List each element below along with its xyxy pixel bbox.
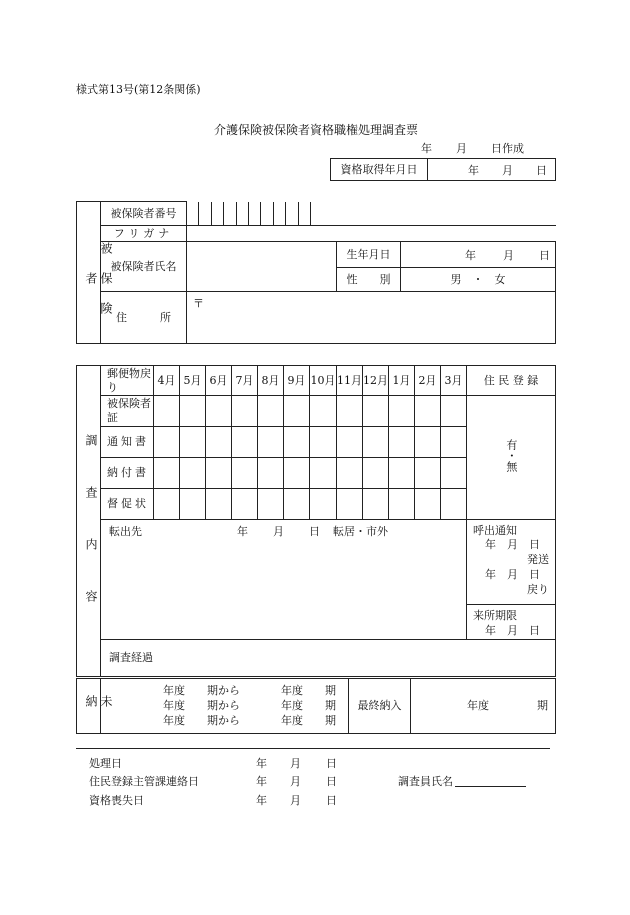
grid-cell[interactable] (415, 489, 441, 520)
grid-cell[interactable] (284, 458, 310, 489)
footer-divider (76, 748, 550, 749)
month-header: 2月 (415, 366, 441, 396)
birthdate-label: 生年月日 (337, 242, 401, 268)
residence-registration-value[interactable]: 有・無 (467, 396, 556, 520)
insured-section-label: 被保険者 (77, 202, 101, 344)
grid-cell[interactable] (389, 396, 415, 427)
grid-cell[interactable] (232, 458, 258, 489)
insured-name-label: 被保険者氏名 (101, 242, 187, 292)
moved-type: 転居・市外 (333, 525, 388, 538)
grid-cell[interactable] (154, 396, 180, 427)
grid-cell[interactable] (154, 427, 180, 458)
moved-month: 月 (273, 525, 284, 538)
creation-day: 日作成 (491, 142, 524, 155)
processing-month: 月 (290, 757, 301, 770)
grid-cell[interactable] (258, 396, 284, 427)
grid-cell[interactable] (441, 458, 467, 489)
insured-number-label: 被保険者番号 (101, 202, 187, 226)
month-header: 9月 (284, 366, 310, 396)
unpaid-periods-field[interactable] (101, 679, 349, 734)
grid-cell[interactable] (363, 427, 389, 458)
grid-cell[interactable] (180, 489, 206, 520)
birth-month: 月 (503, 249, 514, 262)
month-header: 6月 (206, 366, 232, 396)
unpaid-to: 年度 期 (281, 684, 336, 697)
survey-table (76, 365, 556, 677)
sent-label: 発送 (527, 553, 549, 566)
survey-progress-field[interactable] (101, 640, 556, 677)
grid-cell[interactable] (180, 396, 206, 427)
grid-cell[interactable] (441, 489, 467, 520)
month-header: 11月 (337, 366, 363, 396)
final-payment-term: 期 (537, 699, 548, 712)
gender-options[interactable]: 男 ・ 女 (401, 268, 556, 292)
processing-day: 日 (326, 757, 337, 770)
month-header: 10月 (310, 366, 337, 396)
qualification-date-value[interactable] (428, 159, 556, 181)
survey-row-label: 通知書 (101, 427, 154, 458)
unpaid-table (76, 678, 556, 734)
residence-registration-label: 住 民 登 録 (467, 366, 556, 396)
qualification-year: 年 (468, 164, 479, 177)
investigator-name-field[interactable] (455, 786, 526, 787)
unpaid-section-label: 未納 (77, 679, 101, 734)
month-header: 12月 (363, 366, 389, 396)
processing-year: 年 (256, 757, 267, 770)
grid-cell[interactable] (284, 396, 310, 427)
qualification-date-label: 資格取得年月日 (331, 159, 428, 181)
contact-month: 月 (290, 775, 301, 788)
address-field[interactable] (187, 292, 556, 344)
gender-label: 性 別 (337, 268, 401, 292)
contact-year: 年 (256, 775, 267, 788)
unpaid-to: 年度 期 (281, 699, 336, 712)
grid-cell[interactable] (232, 427, 258, 458)
grid-cell[interactable] (415, 396, 441, 427)
grid-cell[interactable] (258, 489, 284, 520)
grid-cell[interactable] (154, 458, 180, 489)
grid-cell[interactable] (363, 458, 389, 489)
grid-cell[interactable] (310, 427, 337, 458)
grid-cell[interactable] (206, 458, 232, 489)
survey-section-label: 調査内容 (77, 366, 101, 677)
grid-cell[interactable] (284, 489, 310, 520)
investigator-label: 調査員氏名 (398, 775, 453, 788)
grid-cell[interactable] (206, 489, 232, 520)
grid-cell[interactable] (337, 458, 363, 489)
grid-cell[interactable] (441, 396, 467, 427)
grid-cell[interactable] (363, 396, 389, 427)
grid-cell[interactable] (232, 489, 258, 520)
furigana-field[interactable] (187, 226, 556, 242)
grid-cell[interactable] (206, 427, 232, 458)
grid-cell[interactable] (337, 396, 363, 427)
call-date-sent: 年 月 日 (485, 538, 540, 551)
qualification-day: 日 (536, 164, 547, 177)
month-header: 4月 (154, 366, 180, 396)
grid-cell[interactable] (206, 396, 232, 427)
survey-row-label: 納付書 (101, 458, 154, 489)
unpaid-from: 年度 期から (163, 699, 240, 712)
qualification-month: 月 (502, 164, 513, 177)
loss-month: 月 (290, 794, 301, 807)
month-header: 1月 (389, 366, 415, 396)
grid-cell[interactable] (284, 427, 310, 458)
form-number: 様式第13号(第12条関係) (76, 83, 201, 96)
postal-mark: 〒 (193, 297, 204, 310)
page-title: 介護保険被保険者資格職権処理調査票 (214, 123, 419, 137)
month-header: 7月 (232, 366, 258, 396)
moved-to-field[interactable] (101, 520, 467, 640)
grid-cell[interactable] (441, 427, 467, 458)
grid-cell[interactable] (232, 396, 258, 427)
survey-progress-label: 調査経過 (109, 651, 153, 664)
call-notice-cell[interactable] (467, 520, 556, 605)
call-date-returned: 年 月 日 (485, 568, 540, 581)
grid-cell[interactable] (258, 427, 284, 458)
visit-date: 年 月 日 (485, 624, 540, 637)
grid-cell[interactable] (337, 489, 363, 520)
insured-table (76, 201, 556, 344)
birth-year: 年 (465, 249, 476, 262)
birthdate-field[interactable] (401, 242, 556, 268)
visit-deadline-label: 来所期限 (473, 609, 517, 622)
moved-to-label: 転出先 (109, 525, 142, 538)
qualification-date-table (330, 158, 556, 181)
furigana-label: フリガナ (101, 226, 187, 242)
survey-row-label: 被保険者証 (101, 396, 154, 427)
mail-returned-label: 郵便物戻り (101, 366, 154, 396)
survey-row-label: 督促状 (101, 489, 154, 520)
contact-day: 日 (326, 775, 337, 788)
unpaid-from: 年度 期から (163, 684, 240, 697)
insured-name-field[interactable] (187, 242, 337, 292)
moved-year: 年 (237, 525, 248, 538)
visit-deadline-cell[interactable] (467, 605, 556, 640)
grid-cell[interactable] (389, 489, 415, 520)
grid-cell[interactable] (310, 458, 337, 489)
contact-date-label: 住民登録主管課連絡日 (89, 775, 199, 788)
grid-cell[interactable] (180, 458, 206, 489)
loss-date-label: 資格喪失日 (89, 794, 144, 807)
loss-year: 年 (256, 794, 267, 807)
grid-cell[interactable] (180, 427, 206, 458)
grid-cell[interactable] (415, 427, 441, 458)
final-payment-field[interactable] (411, 679, 556, 734)
birth-day: 日 (539, 249, 550, 262)
loss-day: 日 (326, 794, 337, 807)
final-payment-label: 最終納入 (349, 679, 411, 734)
grid-cell[interactable] (415, 458, 441, 489)
processing-date-label: 処理日 (89, 757, 122, 770)
grid-cell[interactable] (154, 489, 180, 520)
month-header: 8月 (258, 366, 284, 396)
creation-month: 月 (456, 142, 467, 155)
final-payment-year: 年度 (467, 699, 489, 712)
address-label: 住 所 (101, 292, 187, 344)
grid-cell[interactable] (389, 458, 415, 489)
unpaid-to: 年度 期 (281, 714, 336, 727)
unpaid-from: 年度 期から (163, 714, 240, 727)
month-header: 5月 (180, 366, 206, 396)
grid-cell[interactable] (310, 396, 337, 427)
insured-number-field[interactable] (187, 202, 556, 226)
creation-year: 年 (421, 142, 432, 155)
grid-cell[interactable] (389, 427, 415, 458)
grid-cell[interactable] (310, 489, 337, 520)
moved-day: 日 (309, 525, 320, 538)
returned-label: 戻り (527, 583, 549, 596)
call-notice-label: 呼出通知 (473, 524, 517, 537)
grid-cell[interactable] (363, 489, 389, 520)
grid-cell[interactable] (258, 458, 284, 489)
month-header: 3月 (441, 366, 467, 396)
grid-cell[interactable] (337, 427, 363, 458)
